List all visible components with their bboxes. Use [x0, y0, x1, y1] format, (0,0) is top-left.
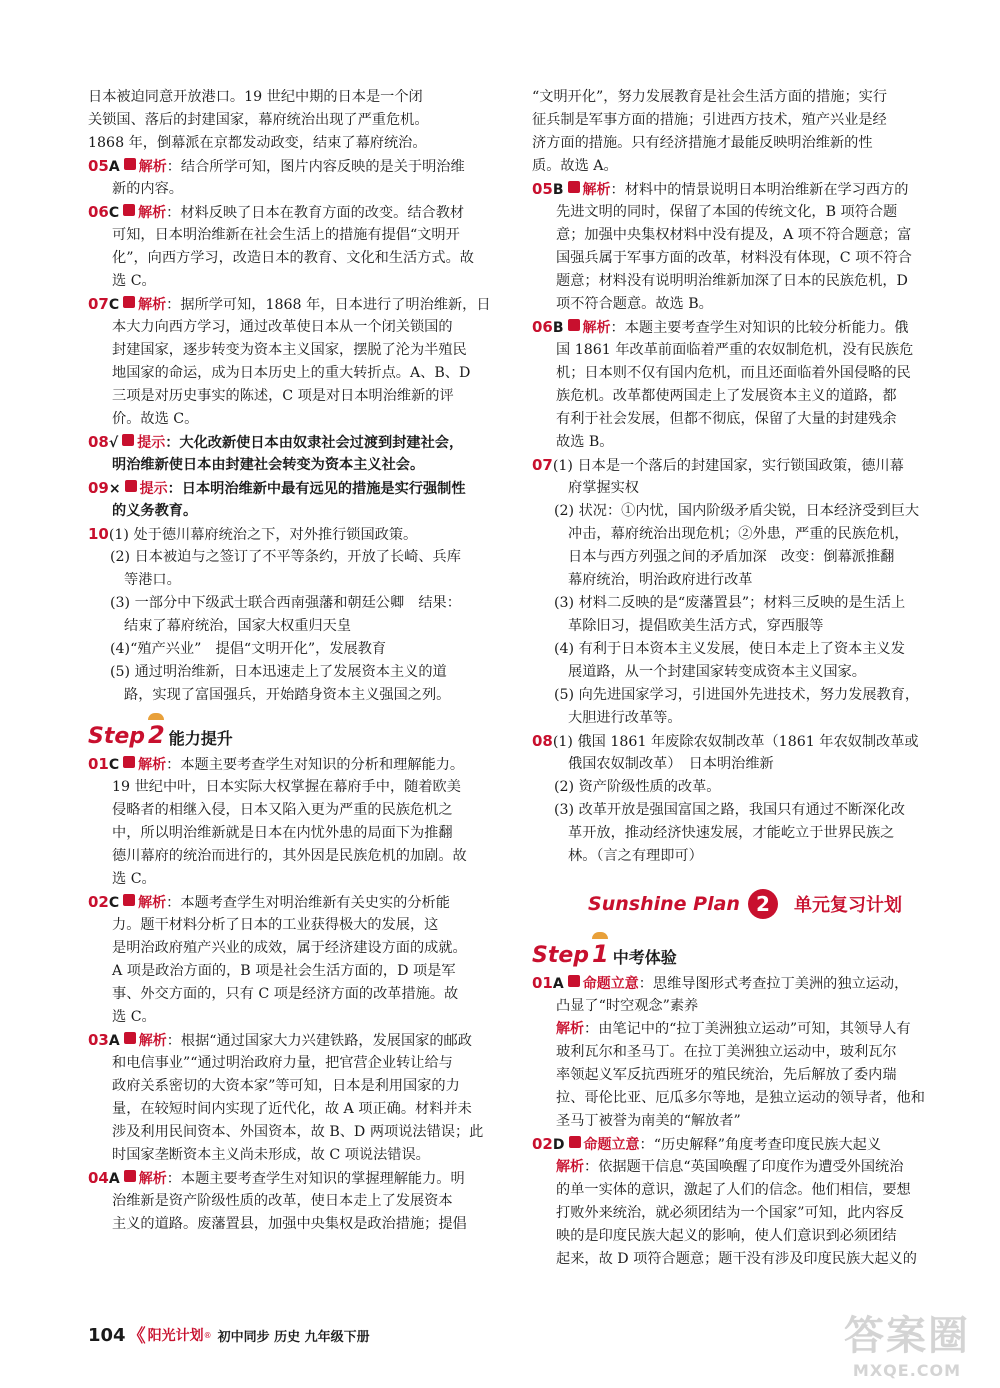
answer-option: B: [552, 182, 564, 198]
answer-text: ：根据“通过国家大力兴建铁路，发展国家的邮政: [166, 1033, 472, 1049]
watermark-text: 答案圈: [844, 1313, 970, 1359]
answer-line: 俄国农奴制改革） 日本明治维新: [568, 756, 774, 772]
text-line: 质。故选 A。: [532, 158, 618, 174]
answer-tag: [122, 435, 165, 451]
answer-tag-label: 解析: [138, 895, 167, 911]
step2-answer-08: [532, 730, 958, 868]
answer-line: 有利于社会发展，但都不彻底，保留了大量的封建残余: [556, 411, 897, 427]
answer-line: 时国家垄断资本主义尚未形成，故 C 项说法错误。: [112, 1147, 430, 1163]
answer-line: (3) 材料二反映的是“废藩置县”；材料三反映的是生活上: [554, 595, 906, 611]
answer-line: 地国家的命运，成为日本历史上的重大转折点。A、B、D: [112, 365, 471, 381]
answer-tag-label: 解析: [582, 182, 611, 198]
registered-mark: ®: [203, 1330, 212, 1340]
answer-tag-label: 解析: [138, 1033, 167, 1049]
answer-number: 03: [88, 1031, 109, 1049]
answer-line: 冲击，幕府统治出现危机；②外患，严重的民族危机，: [568, 526, 909, 542]
answer-option: C: [108, 297, 120, 313]
step2-answer-06: [532, 316, 958, 454]
answer-line: 化”，向西方学习，改造日本的教育、文化和生活方式。故: [112, 250, 474, 266]
answer-line: 拉、哥伦比亚、厄瓜多尔等地，是独立运动的领导者，他和: [556, 1090, 925, 1106]
answer-text: ：据所学可知，1868 年，日本进行了明治维新，日: [166, 297, 491, 313]
answer-option: B: [552, 320, 564, 336]
answer-option: C: [108, 757, 120, 773]
answer-text: ：材料中的情景说明日本明治维新在学习西方的: [610, 182, 909, 198]
tag-marker-icon: [123, 894, 135, 906]
answer-tag: [568, 182, 611, 198]
answer-line: 机；日本则不仅有国内危机，而且还面临着外国侵略的民: [556, 365, 911, 381]
step2-answer-07: [532, 454, 958, 730]
answer-first-line: [532, 178, 958, 201]
answer-line: (2) 状况：①内忧，国内阶级矛盾尖锐，日本经济受到巨大: [554, 503, 920, 519]
answer-text: ：本题考查学生对明治维新有关史实的分析能: [166, 895, 450, 911]
answer-line: A 项是政治方面的，B 项是社会生活方面的，D 项是军: [112, 963, 456, 979]
answer-line: 凸显了“时空观念”素养: [556, 998, 699, 1014]
sunshine-plan-banner: [532, 882, 958, 926]
answer-line: (5) 通过明治维新，日本迅速走上了发展资本主义的道: [110, 664, 447, 680]
answer-text: ：“历史解释”角度考查印度民族大起义: [639, 1137, 882, 1153]
answer-option: A: [108, 1033, 120, 1049]
answer-line: (3) 改革开放是强国富国之路，我国只有通过不断深化改: [554, 802, 905, 818]
text-line: 关锁国、落后的封建国家，幕府统治出现了严重危机。: [88, 112, 429, 128]
answer-08: [88, 431, 514, 477]
brand-name: 阳光计划: [147, 1328, 204, 1344]
answer-line: 可知，日本明治维新在社会生活上的措施有提倡“文明开: [112, 227, 460, 243]
answer-tag: [123, 297, 166, 313]
answer-line: 主义的道路。废藩置县，加强中央集权是政治措施；提倡: [112, 1216, 467, 1232]
answer-line: 和电信事业”“通过明治政府力量，把官营企业转让给与: [112, 1055, 453, 1071]
answer-line: (4) 有利于日本资本主义发展，使日本走上了资本主义发: [554, 641, 905, 657]
answer-number: 08: [88, 433, 109, 451]
answer-tag-label: 解析: [138, 205, 167, 221]
answer-number: 06: [532, 318, 553, 336]
tag-marker-icon: [123, 296, 135, 308]
answer-line: 德川幕府的统治而进行的，其外因是民族危机的加剧。故: [112, 848, 467, 864]
tag-marker-icon: [569, 1136, 581, 1148]
tag-marker-icon: [122, 434, 134, 446]
answer-line: 府掌握实权: [568, 480, 639, 496]
answer-number: 05: [88, 157, 109, 175]
step-hat-icon: [148, 713, 164, 720]
step-number-text: 1: [592, 940, 609, 968]
answer-line: 的单一实体的意识，激起了人们的信念。他们相信，要想: [556, 1182, 911, 1198]
answer-line: 19 世纪中叶，日本实际大权掌握在幕府手中，随着欧美: [112, 779, 461, 795]
tag-marker-icon: [568, 975, 580, 987]
answer-line: 革除旧习，提倡欧美生活方式，穿西服等: [568, 618, 824, 634]
answer-text: (1) 俄国 1861 年废除农奴制改革（1861 年农奴制改革或: [552, 734, 919, 750]
answer-line: 大胆进行改革等。: [568, 710, 682, 726]
answer-number: 01: [88, 755, 109, 773]
answer-line: 映的是印度民族大起义的影响，使人们意识到必须团结: [556, 1228, 897, 1244]
answer-06: [88, 201, 514, 293]
tag-marker-icon: [125, 480, 137, 492]
answer-first-line: [88, 477, 514, 500]
text-line: “文明开化”，努力发展教育是社会生活方面的措施；实行: [532, 89, 888, 105]
answer-number: 07: [532, 456, 553, 474]
answer-line: 起来，故 D 项符合题意；题干没有涉及印度民族大起义的: [556, 1251, 917, 1267]
answer-line: 日本与西方列强之间的矛盾加深 改变：倒幕派推翻: [568, 549, 895, 565]
answer-line: 国强兵属于军事方面的改革，材料没有体现，C 项不符合: [556, 250, 912, 266]
answer-line: 展道路，从一个封建国家转变成资本主义国家。: [568, 664, 866, 680]
step-number-text: 2: [148, 721, 165, 749]
answer-line: 明治维新使日本由封建社会转变为资本主义社会。: [112, 457, 425, 473]
answer-tag: [123, 757, 166, 773]
tag-marker-icon: [124, 1032, 136, 1044]
answer-line: 本大力向西方学习，通过改革使日本从一个闭关锁国的: [112, 319, 453, 335]
answer-tag-label: 解析: [556, 1159, 584, 1175]
answer-tag-label: 命题立意: [583, 1137, 640, 1153]
answer-line: 率领起义军反抗西班牙的殖民统治，先后解放了委内瑞: [556, 1067, 897, 1083]
step2-answer-05: [532, 178, 958, 316]
answer-number: 10: [88, 525, 109, 543]
step-number: [148, 721, 165, 749]
answer-text: ：材料反映了日本在教育方面的改变。结合教材: [166, 205, 465, 221]
answer-line: (4)“殖产兴业” 提倡“文明开化”，发展教育: [110, 641, 387, 657]
sunshine-plan-number: 2: [748, 889, 778, 919]
left-top-continuation: [88, 86, 514, 155]
answer-line: 打败外来统治，就必须团结为一个国家”可知，此内容反: [556, 1205, 904, 1221]
answer-line: 故选 B。: [556, 434, 614, 450]
right-top-continuation: [532, 86, 958, 178]
step-title: 中考体验: [612, 948, 677, 967]
answer-first-line: [532, 316, 958, 339]
answer-text: (1) 处于德川幕府统治之下，对外推行锁国政策。: [108, 527, 418, 543]
answer-text: (1) 日本是一个落后的封建国家，实行锁国政策，德川幕: [552, 458, 904, 474]
answer-line: 新的内容。: [112, 181, 183, 197]
answer-tag-label: 解析: [138, 159, 167, 175]
answer-first-line: [88, 431, 514, 454]
answer-text: ：大化改新使日本由奴隶社会过渡到封建社会，: [165, 435, 464, 451]
answer-line: 治维新是资产阶级性质的改革，使日本走上了发展资本: [112, 1193, 453, 1209]
exam-answer-02: [532, 1133, 958, 1271]
right-column: [532, 86, 958, 1271]
answer-tag: [568, 976, 639, 992]
answer-first-line: [532, 972, 958, 995]
tag-marker-icon: [123, 756, 135, 768]
answer-text: ：本题主要考查学生对知识的掌握理解能力。明: [166, 1171, 465, 1187]
tag-marker-icon: [568, 181, 580, 193]
answer-first-line: [88, 753, 514, 776]
answer-tag-label: 解析: [138, 757, 167, 773]
answer-number: 02: [88, 893, 109, 911]
answer-line: (2) 资产阶级性质的改革。: [554, 779, 721, 795]
answer-number: 09: [88, 479, 109, 497]
answer-option: D: [552, 1137, 565, 1153]
answer-first-line: [88, 1167, 514, 1190]
answer-line: 涉及利用民间资本、外国资本，故 B、D 两项说法错误；此: [112, 1124, 484, 1140]
answer-line: 林。（言之有理即可）: [568, 848, 703, 864]
answer-line: 先进文明的同时，保留了本国的传统文化，B 项符合题: [556, 204, 898, 220]
answer-line: 圣马丁被誉为南美的“解放者”: [556, 1113, 741, 1129]
watermark-url: MXQE.COM: [852, 1361, 962, 1380]
tag-marker-icon: [568, 319, 580, 331]
answer-first-line: [88, 891, 514, 914]
answer-first-line: [88, 293, 514, 316]
step2-answer-02: [88, 891, 514, 1029]
text-line: 日本被迫同意开放港口。19 世纪中期的日本是一个闭: [88, 89, 423, 105]
text-line: 征兵制是军事方面的措施；引进西方技术，殖产兴业是经: [532, 112, 887, 128]
answer-tag-label: 解析: [138, 297, 167, 313]
answer-05: [88, 155, 514, 201]
answer-tag: [556, 1021, 584, 1037]
step-number: [592, 940, 609, 968]
answer-line: 中，所以明治维新就是日本在内忧外患的局面下为推翻: [112, 825, 453, 841]
answer-line: (5) 向先进国家学习，引进国外先进技术，努力发展教育，: [554, 687, 920, 703]
answer-tag-label: 解析: [582, 320, 611, 336]
answer-number: 01: [532, 974, 553, 992]
answer-option: √: [108, 435, 119, 451]
answer-number: 08: [532, 732, 553, 750]
answer-line: 选 C。: [112, 871, 156, 887]
answer-line: 价。故选 C。: [112, 411, 199, 427]
answer-tag: [125, 481, 168, 497]
answer-line: (3) 一部分中下级武士联合西南强藩和朝廷公卿 结果：: [110, 595, 461, 611]
exam-answer-01: [532, 972, 958, 1133]
answer-number: 07: [88, 295, 109, 313]
answer-line: 选 C。: [112, 273, 156, 289]
answer-line: 题意；材料没有说明明治维新加深了日本的民族危机，D: [556, 273, 908, 289]
answer-line: 是明治政府殖产兴业的成效，属于经济建设方面的成就。: [112, 940, 467, 956]
answer-first-line: [88, 1029, 514, 1052]
tag-marker-icon: [124, 1170, 136, 1182]
answer-line: 量，在较短时间内实现了近代化，故 A 项正确。材料并未: [112, 1101, 472, 1117]
answer-option: ×: [108, 481, 121, 497]
answer-tag: [568, 320, 611, 336]
step-word: Step: [532, 943, 590, 968]
answer-07: [88, 293, 514, 431]
step-hat-icon: [592, 932, 608, 939]
answer-line: 侵略者的相继入侵，日本又陷入更为严重的民族危机之: [112, 802, 453, 818]
answer-first-line: [532, 1133, 958, 1156]
page-number: 104: [88, 1324, 126, 1346]
answer-number: 02: [532, 1135, 553, 1153]
answer-first-line: [88, 155, 514, 178]
answer-text: ：由笔记中的“拉丁美洲独立运动”可知，其领导人有: [584, 1021, 911, 1037]
answer-line: 等港口。: [124, 572, 181, 588]
answer-10: [88, 523, 514, 707]
answer-line: 项不符合题意。故选 B。: [556, 296, 713, 312]
answer-tag: [123, 205, 166, 221]
answer-line: 幕府统治，明治政府进行改革: [568, 572, 753, 588]
step2-answer-04: [88, 1167, 514, 1236]
answer-tag-label: 解析: [138, 1171, 167, 1187]
answer-line: 事、外交方面的，只有 C 项是经济方面的改革措施。故: [112, 986, 459, 1002]
answer-line: 封建国家，逐步转变为资本主义国家，摆脱了沦为半殖民: [112, 342, 467, 358]
sunshine-plan-title: Sunshine Plan: [588, 893, 740, 915]
watermark: [844, 1304, 970, 1380]
answer-analysis-line: [532, 1156, 958, 1179]
text-line: 1868 年，倒幕派在京都发动政变，结束了幕府统治。: [88, 135, 427, 151]
tag-marker-icon: [123, 204, 135, 216]
answer-option: C: [108, 205, 120, 221]
answer-option: A: [108, 159, 120, 175]
chevron-left-icon: 《: [127, 1326, 146, 1347]
answer-number: 04: [88, 1169, 109, 1187]
answer-line: 路，实现了富国强兵，开始踏身资本主义强国之列。: [124, 687, 451, 703]
answer-first-line: [532, 454, 958, 477]
answer-first-line: [532, 730, 958, 753]
answer-line: (2) 日本被迫与之签订了不平等条约，开放了长崎、兵库: [110, 549, 461, 565]
answer-first-line: [88, 201, 514, 224]
answer-option: A: [108, 1171, 120, 1187]
answer-text: ：依据题干信息“英国唤醒了印度作为遭受外国统治: [584, 1159, 904, 1175]
answer-first-line: [88, 523, 514, 546]
answer-line: 意；加强中央集权材料中没有提及，A 项不符合题意；富: [556, 227, 912, 243]
tag-marker-icon: [124, 158, 136, 170]
answer-line: 政府关系密切的大资本家”等可知，日本是利用国家的力: [112, 1078, 460, 1094]
answer-line: 玻利瓦尔和圣马丁。在拉丁美洲独立运动中，玻利瓦尔: [556, 1044, 897, 1060]
step-title: 能力提升: [168, 729, 233, 748]
answer-text: ：本题主要考查学生对知识的比较分析能力。俄: [610, 320, 909, 336]
answer-line: 族危机。改革都使两国走上了发展资本主义的道路，都: [556, 388, 897, 404]
answer-line: 革开放，推动经济快速发展，才能屹立于世界民族之: [568, 825, 895, 841]
answer-text: ：结合所学可知，图片内容反映的是关于明治维: [166, 159, 465, 175]
answer-tag: [556, 1159, 584, 1175]
answer-tag: [124, 1171, 167, 1187]
left-column: [88, 86, 514, 1236]
answer-line: 国 1861 年改革前面临着严重的农奴制危机，没有民族危: [556, 342, 914, 358]
answer-number: 05: [532, 180, 553, 198]
sunshine-plan-subtitle: 单元复习计划: [793, 895, 902, 916]
book-title: 初中同步 历史 九年级下册: [217, 1329, 370, 1345]
answer-tag: [124, 1033, 167, 1049]
answer-analysis-line: [532, 1018, 958, 1041]
answer-option: C: [108, 895, 120, 911]
step-1-heading: [532, 932, 958, 968]
answer-line: 的义务教育。: [112, 503, 198, 519]
answer-tag-label: 命题立意: [582, 976, 639, 992]
answer-tag: [124, 159, 167, 175]
answer-09: [88, 477, 514, 523]
answer-line: 选 C。: [112, 1009, 156, 1025]
text-line: 济方面的措施。只有经济措施才最能反映明治维新的性: [532, 135, 873, 151]
answer-line: 三项是对历史事实的陈述，C 项是对日本明治维新的评: [112, 388, 454, 404]
answer-text: ：本题主要考查学生对知识的分析和理解能力。: [166, 757, 465, 773]
answer-number: 06: [88, 203, 109, 221]
step-2-heading: [88, 713, 514, 749]
answer-text: ：思维导图形式考查拉丁美洲的独立运动，: [638, 976, 909, 992]
step2-answer-01: [88, 753, 514, 891]
answer-text: ：日本明治维新中最有远见的措施是实行强制性: [167, 481, 466, 497]
answer-option: A: [552, 976, 564, 992]
step-word: Step: [88, 724, 146, 749]
answer-line: 力。题干材料分析了日本的工业获得极大的发展，这: [112, 917, 439, 933]
answer-line: 结束了幕府统治，国家大权重归天皇: [124, 618, 352, 634]
answer-tag: [569, 1137, 640, 1153]
answer-tag-label: 解析: [556, 1021, 584, 1037]
step2-answer-03: [88, 1029, 514, 1167]
answer-tag-label: 提示: [137, 435, 166, 451]
answer-tag: [123, 895, 166, 911]
answer-tag-label: 提示: [139, 481, 168, 497]
page-footer: [88, 1322, 370, 1348]
